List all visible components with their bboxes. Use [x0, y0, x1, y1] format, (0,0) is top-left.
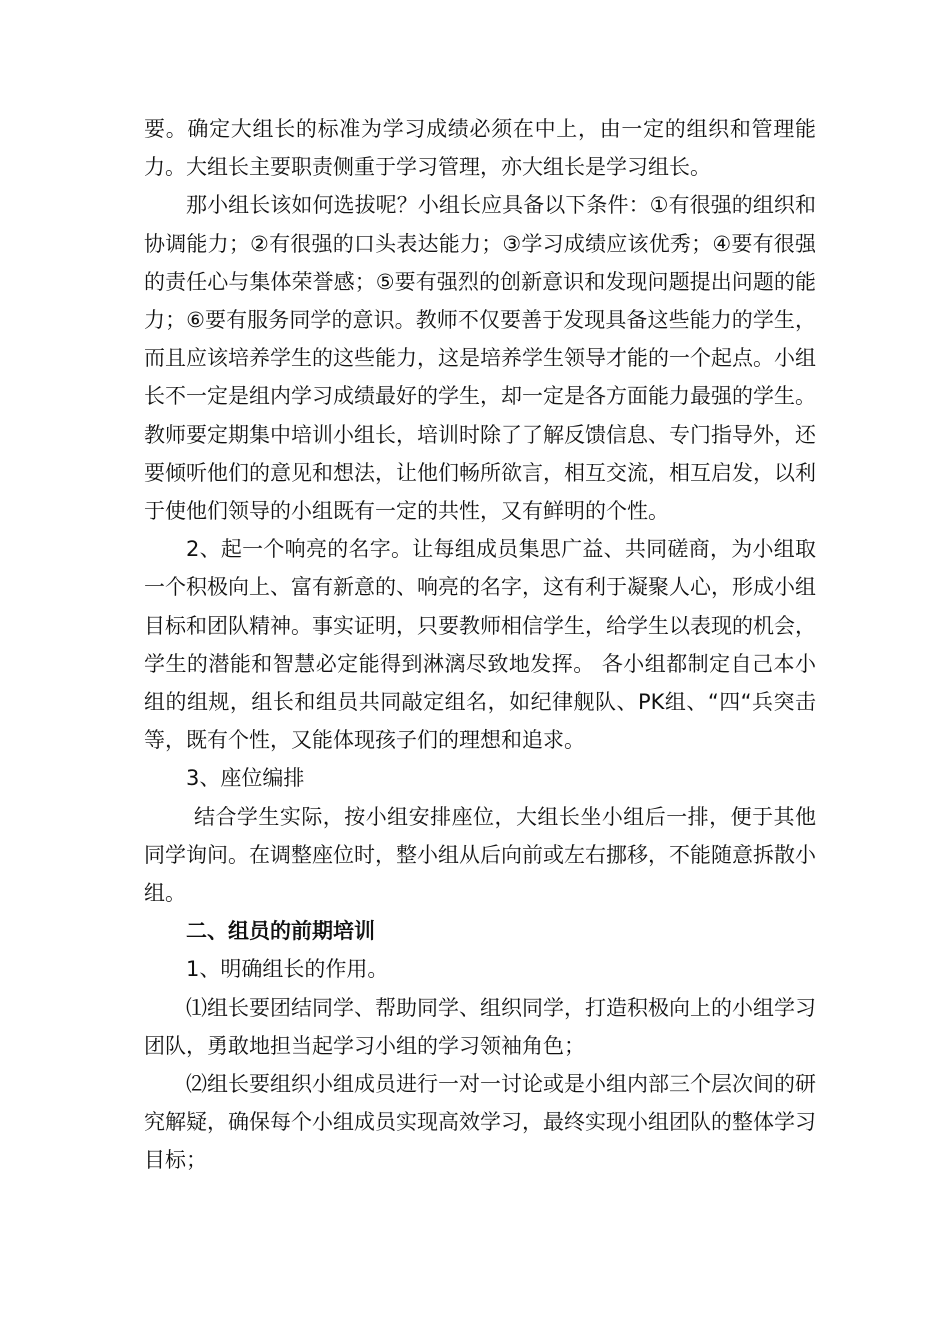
paragraph-seating-heading: 3、座位编排 — [186, 766, 305, 791]
paragraph-leader-role-heading: 1、明确组长的作用。 — [186, 957, 389, 982]
paragraph-leader-role-1: ⑴组长要团结同学、帮助同学、组织同学，打造积极向上的小组学习团队，勇敢地担当起学习小组的学习领袖角色； — [144, 995, 816, 1058]
paragraph-leader-role-2: ⑵组长要组织小组成员进行一对一讨论或是小组内部三个层次间的研究解疑，确保每个小组成员实现高效学习，最终实现小组团队的整体学习目标； — [144, 1072, 816, 1173]
paragraph-group-name: 2、起一个响亮的名字。让每组成员集思广益、共同磋商，为小组取一个积极向上、富有新意的、响亮的名字，这有利于凝聚人心，形成小组目标和团队精神。事实证明，只要教师相信学生，给学生以表现的机会，学生的潜能和智慧必定能得到淋漓尽致地发挥。 各小组都制定自己本小组的组规，组长和组员共同敲定组名，如纪律舰队、PK组、“四“兵突击等，既有个性，又能体现孩子们的理想和追求。 — [144, 537, 816, 753]
paragraph-continuation: 要。确定大组长的标准为学习成绩必须在中上，由一定的组织和管理能力。大组长主要职责侧重于学习管理，亦大组长是学习组长。 — [144, 117, 816, 180]
section-heading-training: 二、组员的前期培训 — [186, 919, 375, 944]
paragraph-group-leader-selection: 那小组长该如何选拔呢？小组长应具备以下条件：①有很强的组织和协调能力；②有很强的口头表达能力；③学习成绩应该优秀；④要有很强的责任心与集体荣誉感；⑤要有强烈的创新意识和发现问题提出问题的能力；⑥要有服务同学的意识。教师不仅要善于发现具备这些能力的学生，而且应该培养学生的这些能力，这是培养学生领导才能的一个起点。小组长不一定是组内学习成绩最好的学生，却一定是各方面能力最强的学生。教师要定期集中培训小组长，培训时除了了解反馈信息、专门指导外，还要倾听他们的意见和想法，让他们畅所欲言，相互交流，相互启发，以利于使他们领导的小组既有一定的共性，又有鲜明的个性。 — [144, 193, 816, 524]
paragraph-seating: 结合学生实际，按小组安排座位，大组长坐小组后一排，便于其他同学询问。在调整座位时，整小组从后向前或左右挪移，不能随意拆散小组。 — [144, 804, 816, 906]
document-body — [144, 110, 816, 1180]
